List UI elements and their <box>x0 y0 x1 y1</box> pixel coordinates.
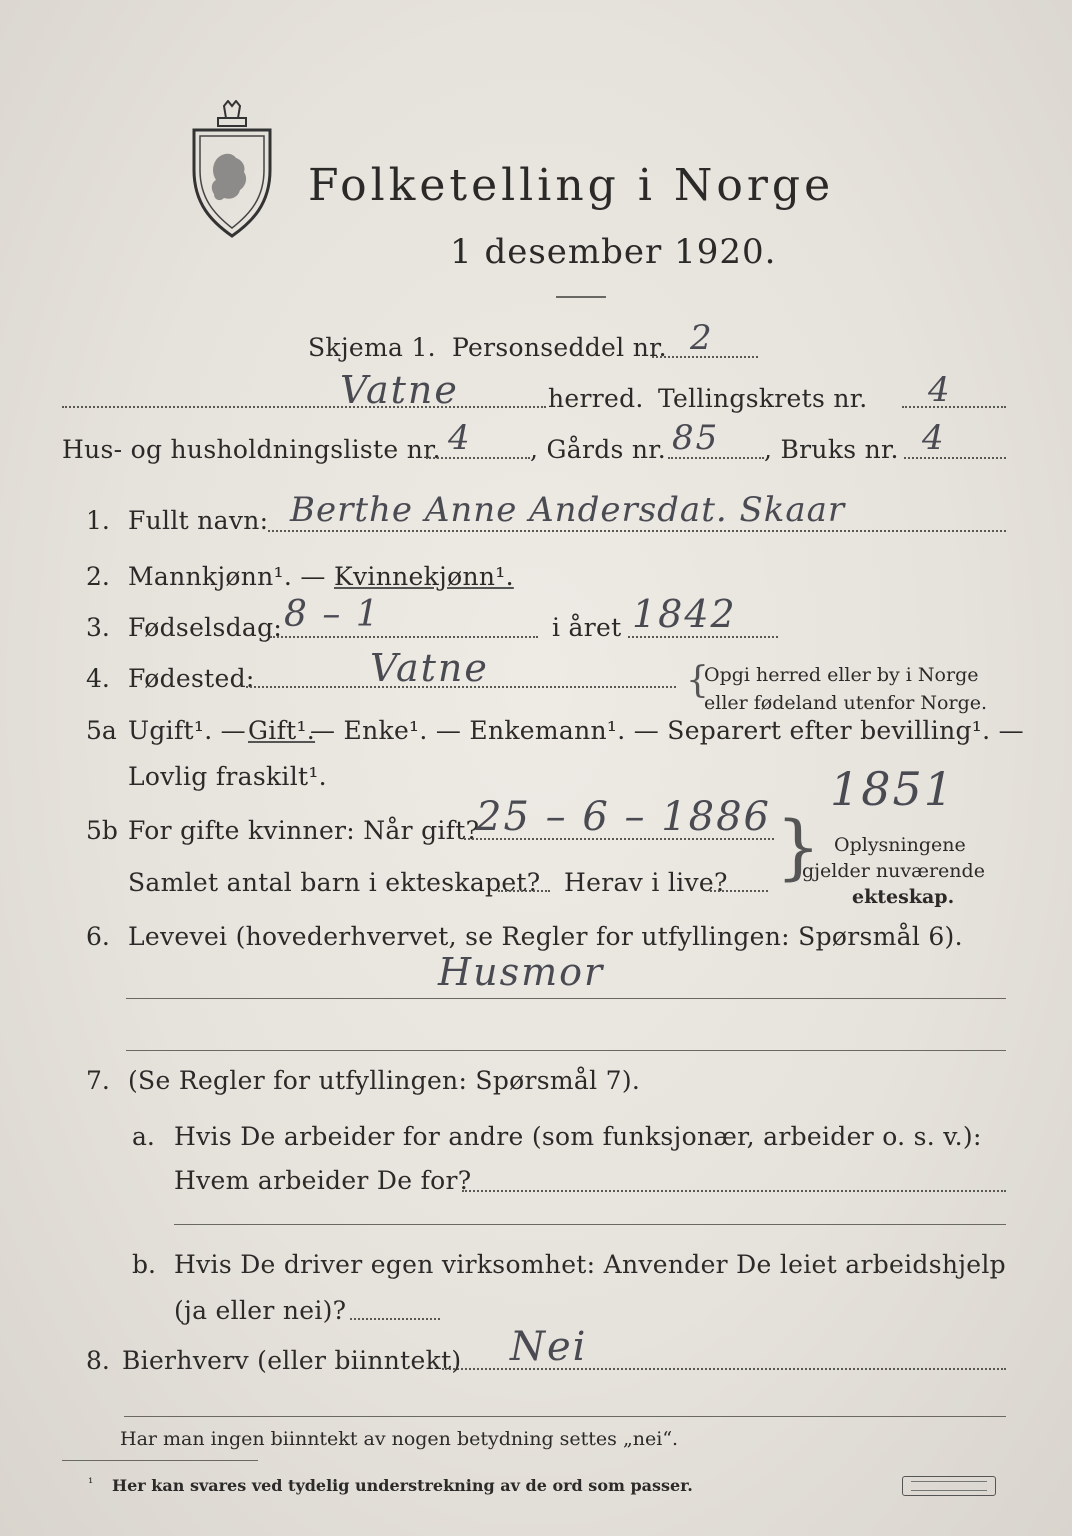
bruks-value[interactable]: 4 <box>922 418 946 458</box>
q3-label: Fødselsdag: <box>128 613 283 642</box>
q5b-note-3: ekteskap. <box>852 886 955 908</box>
q5a-gift: Gift¹. <box>248 716 316 745</box>
page-title: Folketelling i Norge <box>308 160 835 211</box>
q5b-note-1: Oplysningene <box>834 834 966 856</box>
personseddel-label: Personseddel nr. <box>452 333 667 362</box>
q6-field-line-2 <box>126 1050 1006 1051</box>
q8-note: Har man ingen biinntekt av nogen betydning settes „nei“. <box>120 1428 679 1450</box>
q7a-field-line <box>462 1190 1006 1192</box>
q3-year-field-line <box>628 636 778 638</box>
q1-number: 1. <box>86 506 110 535</box>
footnote-text: Her kan svares ved tydelig understrekning av de ord som passer. <box>112 1476 693 1495</box>
q5b-live-field-line <box>710 890 768 892</box>
q4-number: 4. <box>86 664 110 693</box>
q8-number: 8. <box>86 1346 110 1375</box>
q5b-barn-field-line <box>498 890 550 892</box>
herred-field-line <box>62 406 546 408</box>
q7-label: (Se Regler for utfyllingen: Spørsmål 7). <box>128 1066 641 1095</box>
title-divider <box>556 296 606 298</box>
q5b-label: For gifte kvinner: Når gift? <box>128 816 480 845</box>
q5a-rest: — Enke¹. — Enkemann¹. — Separert efter bevilling¹. — <box>310 716 1024 745</box>
q7b-field-line <box>350 1318 440 1320</box>
q5b-barn-label: Samlet antal barn i ekteskapet? <box>128 868 541 897</box>
marriage-date-value[interactable]: 25 – 6 – 1886 <box>476 794 772 840</box>
q7a-line2: Hvem arbeider De for? <box>174 1166 472 1195</box>
q3-number: 3. <box>86 613 110 642</box>
occupation-value[interactable]: Husmor <box>438 950 605 994</box>
q2-mann-label: Mannkjønn¹. — <box>128 562 326 591</box>
q7a-line1: Hvis De arbeider for andre (som funksjonær, arbeider o. s. v.): <box>174 1122 982 1151</box>
bleed-through-text <box>400 76 405 95</box>
q7b-letter: b. <box>132 1250 156 1279</box>
birthday-value[interactable]: 8 – 1 <box>284 594 381 635</box>
extra-year-value: 1851 <box>830 762 956 816</box>
q2-kvinne-label: Kvinnekjønn¹. <box>334 562 514 591</box>
bruks-label: , Bruks nr. <box>764 435 899 464</box>
q2-number: 2. <box>86 562 110 591</box>
q1-label: Fullt navn: <box>128 506 269 535</box>
gaards-value[interactable]: 85 <box>672 418 720 458</box>
birth-year-value[interactable]: 1842 <box>632 592 737 636</box>
q6-number: 6. <box>86 922 110 951</box>
q3-field-line <box>270 636 538 638</box>
q5a-number: 5a <box>86 716 117 745</box>
q5a-line2: Lovlig fraskilt¹. <box>128 762 327 791</box>
q5a-ugift: Ugift¹. — <box>128 716 246 745</box>
footnote-mark: ¹ <box>88 1476 94 1491</box>
gaards-label: , Gårds nr. <box>530 435 667 464</box>
q7b-line1: Hvis De driver egen virksomhet: Anvender De leiet arbeidshjelp <box>174 1250 1006 1279</box>
coat-of-arms-icon <box>186 100 278 240</box>
q6-field-line-1 <box>126 998 1006 999</box>
q7a-field-line-2 <box>174 1224 1006 1225</box>
birthplace-value[interactable]: Vatne <box>370 646 489 690</box>
footnote-divider <box>62 1460 258 1461</box>
hus-field-line <box>426 457 530 459</box>
tellingskrets-value[interactable]: 4 <box>928 370 952 410</box>
skjema-label: Skjema 1. <box>308 333 436 362</box>
q5b-live-label: Herav i live? <box>564 868 728 897</box>
q6-label: Levevei (hovederhvervet, se Regler for utfyllingen: Spørsmål 6). <box>128 922 963 951</box>
personseddel-value[interactable]: 2 <box>690 318 714 358</box>
q4-brace: { <box>686 660 709 701</box>
tellingskrets-field-line <box>902 406 1006 408</box>
tellingskrets-label: Tellingskrets nr. <box>658 384 868 413</box>
q1-field-line <box>268 530 1006 532</box>
hus-value[interactable]: 4 <box>448 418 472 458</box>
bruks-field-line <box>904 457 1006 459</box>
q4-note-2: eller fødeland utenfor Norge. <box>704 692 988 714</box>
q5b-number: 5b <box>86 816 118 845</box>
q7-number: 7. <box>86 1066 110 1095</box>
q5b-note-2: gjelder nuværende <box>802 860 985 882</box>
q4-note-1: Opgi herred eller by i Norge <box>704 664 979 686</box>
census-date: 1 desember 1920. <box>450 232 777 272</box>
q5b-brace: } <box>776 806 821 888</box>
q7b-line2: (ja eller nei)? <box>174 1296 347 1325</box>
side-income-value[interactable]: Nei <box>510 1324 588 1370</box>
q8-label: Bierhverv (eller biinntekt) <box>122 1346 462 1375</box>
herred-label: herred. <box>548 384 644 413</box>
herred-value[interactable]: Vatne <box>340 368 459 412</box>
full-name-value[interactable]: Berthe Anne Andersdat. Skaar <box>290 490 846 530</box>
q4-label: Fødested: <box>128 664 255 693</box>
q8-field-line-2 <box>124 1416 1006 1417</box>
q7a-letter: a. <box>132 1122 155 1151</box>
q3-year-label: i året <box>552 613 622 642</box>
printer-mark-icon <box>902 1476 996 1496</box>
hus-label: Hus- og husholdningsliste nr. <box>62 435 441 464</box>
